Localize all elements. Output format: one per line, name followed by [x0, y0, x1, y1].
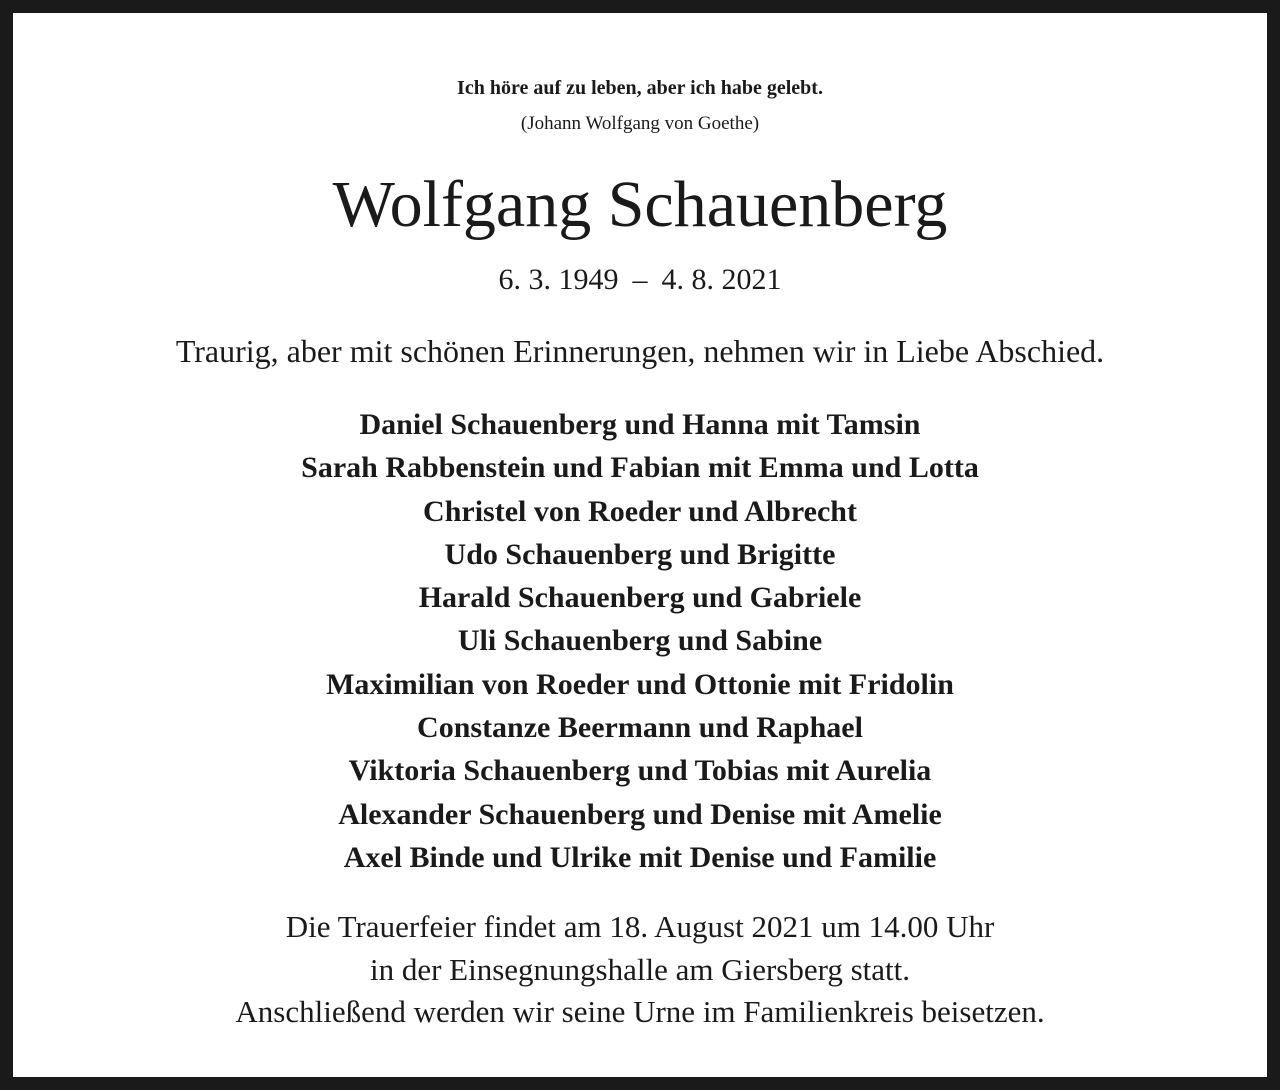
farewell-text: Traurig, aber mit schönen Erinnerungen, nehmen wir in Liebe Abschied. — [175, 333, 1105, 369]
date-separator: – — [632, 263, 648, 296]
mourner-entry: Sarah Rabbenstein und Fabian mit Emma und Lotta — [301, 451, 979, 485]
epigraph-quote: Ich höre auf zu leben, aber ich habe gelebt. — [457, 77, 823, 99]
death-date: 4. 8. 2021 — [661, 263, 782, 296]
epigraph-author: (Johann Wolfgang von Goethe) — [520, 113, 760, 134]
deceased-name: Wolfgang Schauenberg — [332, 168, 948, 241]
mourner-entry: Axel Binde und Ulrike mit Denise und Familie — [343, 840, 937, 874]
service-details — [26, 906, 1254, 1034]
mourner-entry: Constanze Beermann und Raphael — [417, 711, 863, 745]
mourner-entry: Daniel Schauenberg und Hanna mit Tamsin — [359, 408, 921, 441]
life-dates — [26, 263, 1254, 297]
mourner-entry: Alexander Schauenberg und Denise mit Amelie — [338, 797, 942, 831]
service-line: in der Einsegnungshalle am Giersberg statt. — [369, 951, 911, 987]
mourner-entry: Viktoria Schauenberg und Tobias mit Aurelia — [348, 754, 932, 788]
mourner-entry: Uli Schauenberg und Sabine — [457, 624, 823, 658]
mourner-entry: Maximilian von Roeder und Ottonie mit Fridolin — [326, 667, 954, 701]
mourners-list — [26, 403, 1254, 879]
mourner-entry: Harald Schauenberg und Gabriele — [418, 581, 862, 615]
service-line: Die Trauerfeier findet am 18. August 2021 um 14.00 Uhr — [285, 909, 995, 944]
mourner-entry: Udo Schauenberg und Brigitte — [444, 537, 836, 571]
birth-date: 6. 3. 1949 — [498, 263, 619, 296]
mourner-entry: Christel von Roeder und Albrecht — [423, 494, 857, 528]
service-line: Anschließend werden wir seine Urne im Familienkreis beisetzen. — [235, 994, 1045, 1029]
